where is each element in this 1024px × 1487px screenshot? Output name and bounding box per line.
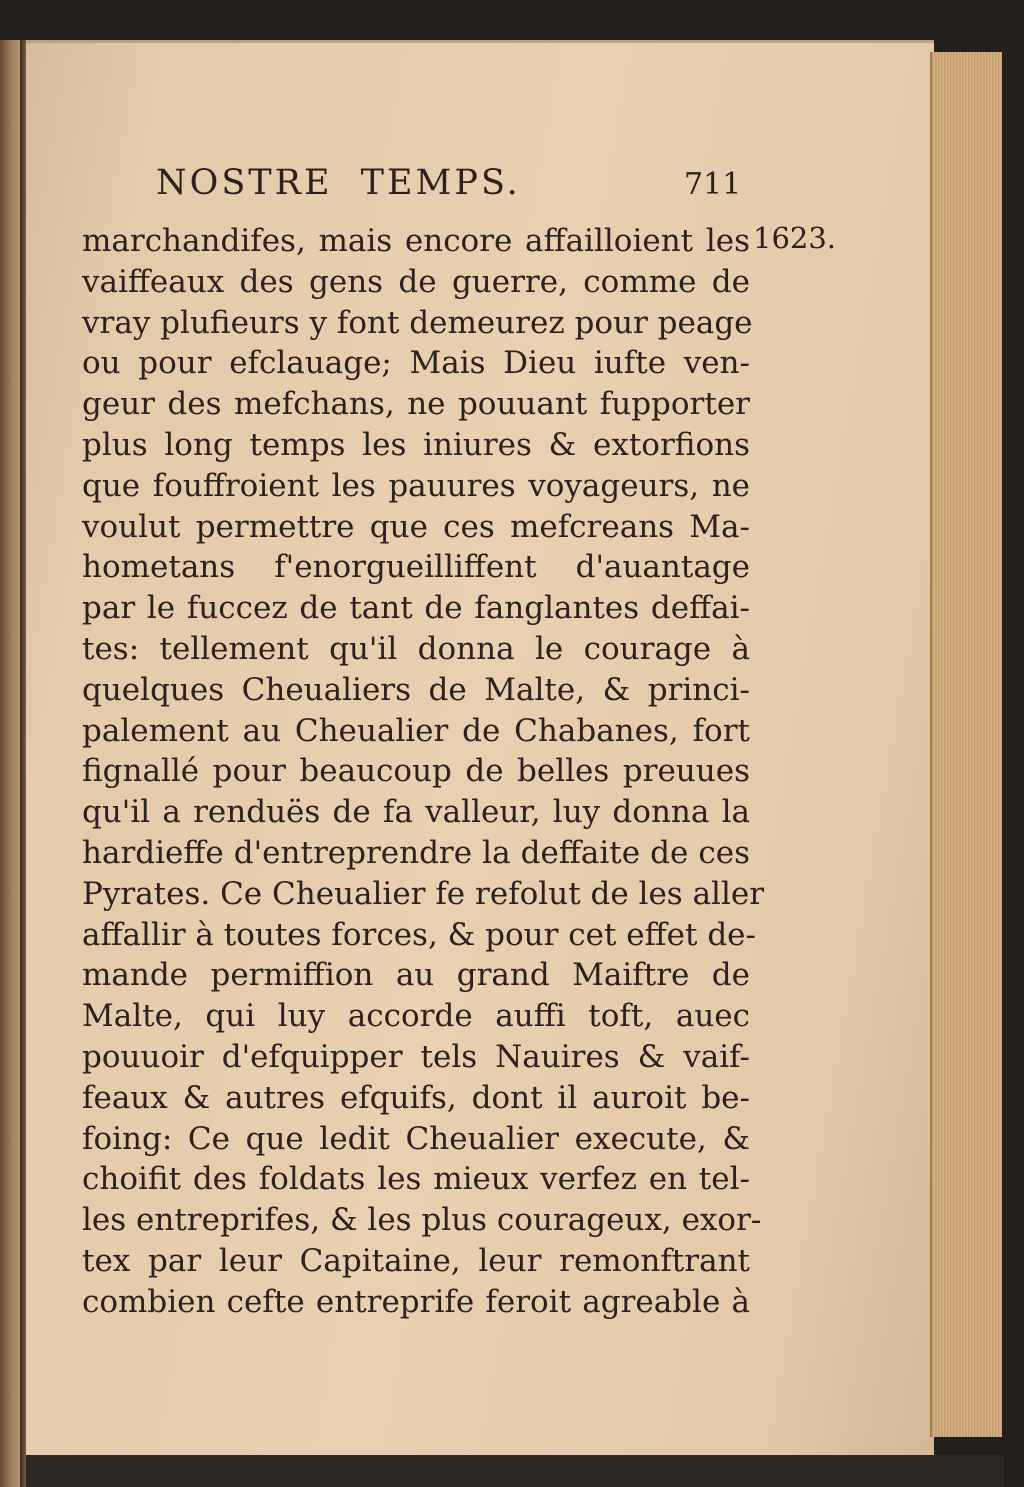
text-line: quelques Cheualiers de Malte, & princi- [82, 671, 750, 708]
text-line: foing: Ce que ledit Cheualier execute, & [82, 1120, 750, 1157]
text-line: combien cefte entreprife feroit agreable à [82, 1283, 750, 1320]
text-line: ou pour efclauage; Mais Dieu iufte ven- [82, 345, 750, 382]
text-line: Pyrates. Ce Cheualier fe refolut de les aller [82, 875, 765, 912]
page-header [156, 163, 756, 207]
text-line: Malte, qui luy accorde auffi toft, auec [82, 998, 750, 1035]
bottom-shadow [26, 1455, 1004, 1487]
text-line: plus long temps les iniures & extorfions [82, 426, 750, 463]
text-line: hardieffe d'entreprendre la deffaite de ces [82, 834, 750, 871]
text-line: vaiffeaux des gens de guerre, comme de [82, 263, 750, 300]
page-body-text [82, 221, 765, 1323]
text-line: les entreprifes, & les plus courageux, exor- [82, 1202, 762, 1239]
page-number: 711 [684, 167, 742, 202]
text-line: hometans f'enorgueilliffent d'auantage [82, 549, 750, 586]
text-line: geur des mefchans, ne pouuant fupporter [82, 386, 750, 423]
text-line: choifit des foldats les mieux verfez en tel- [82, 1161, 750, 1198]
text-line: tes: tellement qu'il donna le courage à [82, 630, 750, 667]
text-line: feaux & autres efquifs, dont il auroit be- [82, 1079, 750, 1116]
text-line: par le fuccez de tant de fanglantes deffai- [82, 590, 750, 627]
text-line: fignallé pour beaucoup de belles preuues [82, 753, 750, 790]
text-line: vray plufieurs y font demeurez pour peage [82, 304, 753, 341]
running-title: NOSTRE TEMPS. [156, 163, 521, 203]
text-line: que fouffroient les pauures voyageurs, ne [82, 467, 750, 504]
text-line: qu'il a renduës de fa valleur, luy donna la [82, 794, 750, 831]
text-line: mande permiffion au grand Maiftre de [82, 957, 750, 994]
text-line: marchandifes, mais encore affailloient les [82, 223, 750, 259]
margin-year-note: 1623. [753, 221, 837, 255]
page-block-edge [930, 52, 1002, 1437]
text-line: affallir à toutes forces, & pour cet effet de- [82, 916, 756, 953]
book-page [26, 40, 934, 1458]
text-line: palement au Cheualier de Chabanes, fort [82, 712, 750, 749]
text-line: voulut permettre que ces mefcreans Ma- [82, 508, 750, 545]
text-line: tex par leur Capitaine, leur remonftrant [82, 1242, 750, 1279]
text-line: pouuoir d'efquipper tels Nauires & vaif- [82, 1038, 750, 1075]
